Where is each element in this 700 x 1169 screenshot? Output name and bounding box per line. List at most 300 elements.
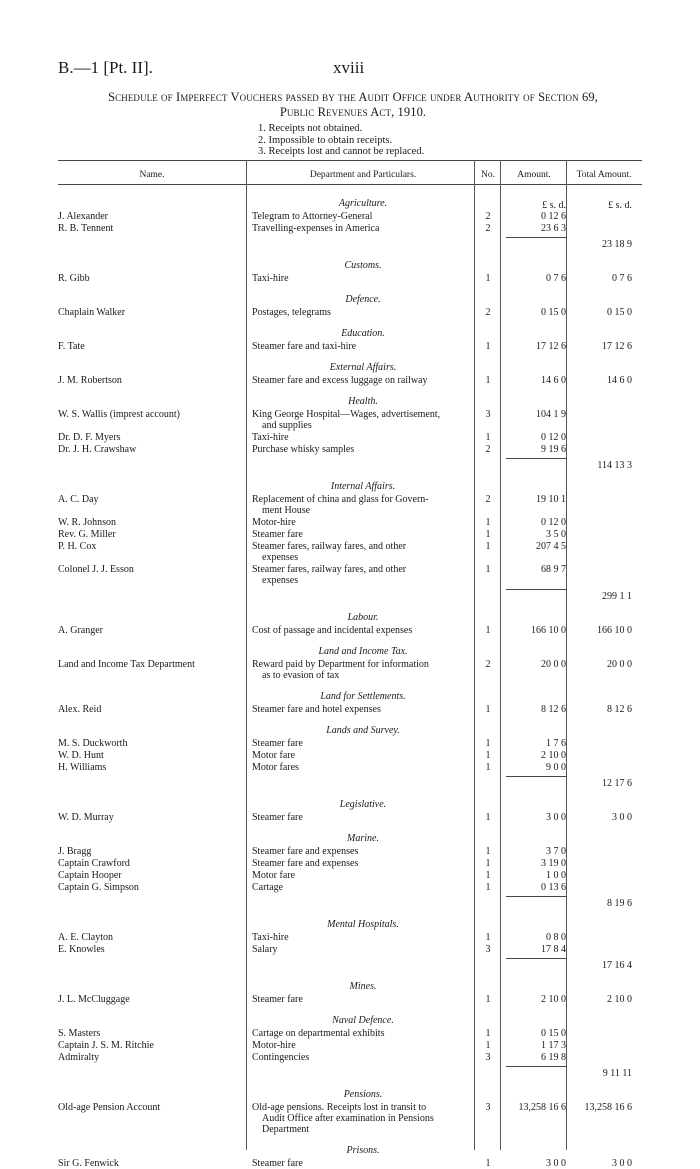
particulars-line [252, 750, 474, 761]
row-name-text: Dr. J. H. Crawshaw [58, 444, 137, 455]
row-name-text: Captain J. S. M. Ritchie [58, 1040, 154, 1051]
particulars-text: Reward paid by Department for information [252, 659, 429, 670]
section-title: Pensions. [343, 1089, 383, 1100]
row-name [58, 529, 246, 540]
particulars-text: Steamer fare and expenses [252, 858, 359, 869]
particulars-text: Steamer fares, railway fares, and other [252, 541, 407, 552]
row-particulars [252, 944, 474, 955]
particulars-text: Steamer fare [252, 1158, 303, 1169]
row-name [58, 541, 246, 552]
row-amount: 0 15 0 [541, 1028, 566, 1039]
section-title: Defence. [345, 294, 381, 305]
row-total: 0 15 0 [607, 307, 632, 318]
row-name-text: Rev. G. Miller [58, 529, 116, 540]
row-amount: 14 6 0 [541, 375, 566, 386]
row-voucher-number: 2 [485, 659, 491, 670]
section-title: Land and Income Tax. [318, 646, 408, 657]
row-particulars [252, 762, 474, 773]
row-name-text: M. S. Duckworth [58, 738, 128, 749]
row-voucher-number: 1 [485, 375, 491, 386]
schedule-title-line-1: Schedule of Imperfect Vouchers passed by the Audit Office under Authority of Section 69, [108, 90, 598, 104]
particulars-line [252, 341, 474, 352]
column-header-total: Total Amount. [576, 170, 632, 180]
row-name-text: Captain Crawford [58, 858, 130, 869]
row-name [58, 375, 246, 386]
key-item: 1. Receipts not obtained. [258, 123, 363, 134]
particulars-text: Telegram to Attorney-General [252, 211, 373, 222]
row-amount: 0 13 6 [541, 882, 566, 893]
row-name [58, 307, 246, 318]
particulars-text: Travelling-expenses in America [252, 223, 380, 234]
section-title: Customs. [344, 260, 382, 271]
particulars-text: ment House [262, 505, 311, 516]
row-particulars [252, 541, 474, 563]
particulars-line [252, 738, 474, 749]
particulars-line [252, 1040, 474, 1051]
row-name-text: R. Gibb [58, 273, 90, 284]
particulars-line [252, 670, 474, 681]
row-voucher-number: 2 [485, 223, 491, 234]
row-amount: 0 12 0 [541, 432, 566, 443]
row-name-text: Alex. Reid [58, 704, 102, 715]
row-total: 17 12 6 [602, 341, 632, 352]
particulars-text: Motor fares [252, 762, 299, 773]
row-amount: 17 12 6 [536, 341, 566, 352]
subtotal-rule [506, 1066, 566, 1067]
row-amount: 0 12 6 [541, 211, 566, 222]
row-voucher-number: 1 [485, 994, 491, 1005]
row-amount: 8 12 6 [541, 704, 566, 715]
header-bottom-rule [58, 184, 642, 185]
page-number: xviii [333, 58, 365, 77]
row-name [58, 870, 246, 881]
row-voucher-number: 1 [485, 870, 491, 881]
row-particulars [252, 812, 474, 823]
row-particulars [252, 846, 474, 857]
row-name [58, 409, 246, 420]
row-name [58, 1040, 246, 1051]
row-name [58, 444, 246, 455]
row-total: 3 0 0 [612, 812, 632, 823]
department-column-divider [474, 160, 475, 1150]
row-amount: 68 9 7 [541, 564, 566, 575]
row-particulars [252, 870, 474, 881]
row-particulars [252, 432, 474, 443]
section-total: 17 16 4 [602, 960, 632, 971]
row-amount: 3 0 0 [546, 1158, 566, 1169]
particulars-text: Replacement of china and glass for Govern- [252, 494, 429, 505]
row-name-text: W. S. Wallis (imprest account) [58, 409, 180, 420]
row-name-text: A. Granger [58, 625, 103, 636]
row-amount: 1 0 0 [546, 870, 566, 881]
row-particulars [252, 659, 474, 681]
row-particulars [252, 1040, 474, 1051]
row-name-text: Sir G. Fenwick [58, 1158, 119, 1169]
row-particulars [252, 1102, 474, 1135]
row-name [58, 659, 246, 670]
particulars-text: and supplies [262, 420, 312, 431]
particulars-line [252, 625, 474, 636]
row-name-text: Chaplain Walker [58, 307, 126, 318]
section-total: 114 13 3 [597, 460, 632, 471]
section-title: External Affairs. [329, 362, 397, 373]
row-particulars [252, 375, 474, 386]
row-voucher-number: 1 [485, 273, 491, 284]
particulars-line [252, 882, 474, 893]
key-item: 2. Impossible to obtain receipts. [258, 134, 393, 146]
particulars-line [252, 552, 474, 563]
row-name-text: H. Williams [58, 762, 107, 773]
particulars-line [252, 944, 474, 955]
particulars-line [252, 432, 474, 443]
row-name-text: J. Bragg [58, 846, 92, 857]
row-voucher-number: 1 [485, 1040, 491, 1051]
row-voucher-number: 1 [485, 932, 491, 943]
row-particulars [252, 564, 474, 586]
row-voucher-number: 1 [485, 625, 491, 636]
row-name-text: W. D. Hunt [58, 750, 104, 761]
section-title: Legislative. [339, 799, 387, 810]
row-amount: 19 10 1 [536, 494, 566, 505]
row-particulars [252, 994, 474, 1005]
row-particulars [252, 858, 474, 869]
column-header-department: Department and Particulars. [309, 170, 417, 180]
row-voucher-number: 1 [485, 564, 491, 575]
row-amount: 0 12 0 [541, 517, 566, 528]
row-amount: 3 0 0 [546, 812, 566, 823]
row-total: 13,258 16 6 [584, 1102, 632, 1113]
section-total: 299 1 1 [602, 591, 632, 602]
section-total: 8 19 6 [607, 898, 632, 909]
particulars-text: Cartage on departmental exhibits [252, 1028, 385, 1039]
row-amount: 23 6 3 [541, 223, 566, 234]
section-title: Agriculture. [338, 198, 388, 209]
row-name [58, 517, 246, 528]
particulars-line [252, 858, 474, 869]
row-name-text: Dr. D. F. Myers [58, 432, 121, 443]
particulars-text: Steamer fare [252, 738, 303, 749]
particulars-line [252, 494, 474, 505]
row-amount: 0 7 6 [546, 273, 566, 284]
row-amount: 6 19 8 [541, 1052, 566, 1063]
row-total: 0 7 6 [612, 273, 632, 284]
row-voucher-number: 1 [485, 1028, 491, 1039]
particulars-line [252, 1102, 474, 1113]
particulars-line [252, 812, 474, 823]
row-amount: 104 1 9 [536, 409, 566, 420]
row-particulars [252, 273, 474, 284]
particulars-line [252, 529, 474, 540]
particulars-line [252, 409, 474, 420]
particulars-text: King George Hospital—Wages, advertisement, [252, 409, 441, 420]
particulars-text: Salary [252, 944, 278, 955]
row-name [58, 211, 246, 222]
row-particulars [252, 529, 474, 540]
row-name [58, 994, 246, 1005]
particulars-text: expenses [262, 552, 299, 563]
subtotal-rule [506, 958, 566, 959]
particulars-text: Contingencies [252, 1052, 310, 1063]
row-amount: 3 19 0 [541, 858, 566, 869]
row-particulars [252, 409, 474, 431]
row-particulars [252, 494, 474, 516]
particulars-line [252, 375, 474, 386]
row-voucher-number: 1 [485, 882, 491, 893]
particulars-line [252, 1052, 474, 1063]
row-amount: 20 0 0 [541, 659, 566, 670]
section-title: Land for Settlements. [320, 691, 406, 702]
row-amount: 9 19 6 [541, 444, 566, 455]
row-voucher-number: 1 [485, 858, 491, 869]
particulars-text: Taxi-hire [252, 432, 289, 443]
particulars-line [252, 444, 474, 455]
particulars-text: Steamer fare [252, 812, 303, 823]
row-particulars [252, 307, 474, 318]
row-name-text: W. R. Johnson [58, 517, 116, 528]
particulars-text: Audit Office after examination in Pensions [262, 1113, 434, 1124]
row-name-text: J. M. Robertson [58, 375, 122, 386]
column-header-name: Name. [139, 170, 165, 180]
particulars-line [252, 846, 474, 857]
row-amount: 17 8 4 [541, 944, 566, 955]
row-amount: 1 7 6 [546, 738, 566, 749]
subtotal-rule [506, 896, 566, 897]
section-total: 23 18 9 [602, 239, 632, 250]
particulars-line [252, 564, 474, 575]
row-name [58, 273, 246, 284]
row-particulars [252, 932, 474, 943]
row-name [58, 564, 246, 575]
particulars-text: Motor-hire [252, 1040, 296, 1051]
particulars-line [252, 1028, 474, 1039]
row-name [58, 932, 246, 943]
row-name-text: Colonel J. J. Esson [58, 564, 134, 575]
row-name [58, 812, 246, 823]
row-name [58, 625, 246, 636]
row-voucher-number: 1 [485, 812, 491, 823]
particulars-line [252, 541, 474, 552]
section-title: Marine. [347, 833, 379, 844]
particulars-line [252, 223, 474, 234]
row-voucher-number: 2 [485, 444, 491, 455]
key-item: 3. Receipts lost and cannot be replaced. [258, 146, 425, 157]
row-voucher-number: 1 [485, 541, 491, 552]
particulars-line [252, 575, 474, 586]
section-title: Health. [348, 396, 378, 407]
row-particulars [252, 704, 474, 715]
row-amount: 3 5 0 [546, 529, 566, 540]
section-title: Labour. [347, 612, 379, 623]
row-voucher-number: 1 [485, 432, 491, 443]
section-title: Lands and Survey. [326, 725, 400, 736]
particulars-text: Steamer fare [252, 529, 303, 540]
row-name [58, 494, 246, 505]
particulars-text: Motor-hire [252, 517, 296, 528]
particulars-text: Motor fare [252, 870, 296, 881]
row-particulars [252, 211, 474, 222]
row-total: 20 0 0 [607, 659, 632, 670]
row-amount: 2 10 0 [541, 750, 566, 761]
name-column-divider [246, 160, 247, 1150]
row-particulars [252, 444, 474, 455]
particulars-line [252, 517, 474, 528]
row-particulars [252, 738, 474, 749]
particulars-line [252, 273, 474, 284]
column-header-number: No. [481, 170, 495, 180]
row-name [58, 1052, 246, 1063]
row-voucher-number: 1 [485, 704, 491, 715]
row-name-text: S. Masters [58, 1028, 101, 1039]
particulars-text: Steamer fare and excess luggage on railway [252, 375, 428, 386]
particulars-text: Motor fare [252, 750, 296, 761]
particulars-line [252, 994, 474, 1005]
row-voucher-number: 2 [485, 494, 491, 505]
key-list [258, 123, 424, 158]
row-voucher-number: 1 [485, 1158, 491, 1169]
row-particulars [252, 1158, 474, 1169]
particulars-line [252, 659, 474, 670]
row-name-text: E. Knowles [58, 944, 105, 955]
column-header-amount: Amount. [517, 170, 551, 180]
row-name [58, 762, 246, 773]
row-name [58, 1158, 246, 1169]
row-particulars [252, 1052, 474, 1063]
row-name [58, 341, 246, 352]
row-name [58, 223, 246, 234]
particulars-line [252, 420, 474, 431]
row-name-text: R. B. Tennent [58, 223, 114, 234]
row-amount: 3 7 0 [546, 846, 566, 857]
row-name [58, 738, 246, 749]
row-name-text: Captain G. Simpson [58, 882, 139, 893]
row-name [58, 882, 246, 893]
particulars-line [252, 1113, 474, 1124]
section-title: Naval Defence. [332, 1015, 394, 1026]
particulars-text: Purchase whisky samples [252, 444, 355, 455]
row-voucher-number: 3 [485, 944, 491, 955]
row-name [58, 1028, 246, 1039]
particulars-line [252, 1124, 474, 1135]
particulars-text: Taxi-hire [252, 273, 289, 284]
row-voucher-number: 1 [485, 517, 491, 528]
row-name [58, 750, 246, 761]
particulars-line [252, 307, 474, 318]
row-total: 166 10 0 [597, 625, 632, 636]
particulars-text: Taxi-hire [252, 932, 289, 943]
particulars-line [252, 870, 474, 881]
row-voucher-number: 1 [485, 750, 491, 761]
row-name [58, 846, 246, 857]
particulars-text: as to evasion of tax [262, 670, 340, 681]
row-name-text: J. L. McCluggage [58, 994, 130, 1005]
row-amount: 2 10 0 [541, 994, 566, 1005]
row-voucher-number: 3 [485, 1052, 491, 1063]
section-title: Mines. [349, 981, 377, 992]
particulars-line [252, 762, 474, 773]
particulars-text: Steamer fares, railway fares, and other [252, 564, 407, 575]
row-voucher-number: 3 [485, 1102, 491, 1113]
particulars-line [252, 932, 474, 943]
row-particulars [252, 625, 474, 636]
row-amount: 9 0 0 [546, 762, 566, 773]
row-name [58, 432, 246, 443]
particulars-line [252, 1158, 474, 1169]
row-total: 3 0 0 [612, 1158, 632, 1169]
parliamentary-paper-reference: B.—1 [Pt. II]. [58, 58, 153, 77]
row-particulars [252, 517, 474, 528]
section-total: 12 17 6 [602, 778, 632, 789]
row-voucher-number: 2 [485, 307, 491, 318]
number-column-divider [500, 160, 501, 1150]
row-voucher-number: 1 [485, 738, 491, 749]
row-voucher-number: 1 [485, 341, 491, 352]
particulars-text: Cost of passage and incidental expenses [252, 625, 413, 636]
row-particulars [252, 750, 474, 761]
row-name-text: Old-age Pension Account [58, 1102, 161, 1113]
row-name-text: A. E. Clayton [58, 932, 113, 943]
section-title: Internal Affairs. [330, 481, 396, 492]
row-voucher-number: 1 [485, 846, 491, 857]
amount-column-divider [566, 160, 567, 1150]
row-name [58, 858, 246, 869]
row-amount: 0 8 0 [546, 932, 566, 943]
row-amount: 13,258 16 6 [518, 1102, 566, 1113]
row-amount: 1 17 3 [541, 1040, 566, 1051]
particulars-text: Old-age pensions. Receipts lost in transit to [252, 1102, 427, 1113]
particulars-text: Department [262, 1124, 310, 1135]
particulars-text: Postages, telegrams [252, 307, 331, 318]
particulars-text: Steamer fare and taxi-hire [252, 341, 357, 352]
particulars-text: Cartage [252, 882, 284, 893]
row-particulars [252, 1028, 474, 1039]
row-particulars [252, 223, 474, 234]
particulars-text: Steamer fare [252, 994, 303, 1005]
row-name-text: F. Tate [58, 341, 85, 352]
particulars-text: expenses [262, 575, 299, 586]
section-title: Mental Hospitals. [327, 919, 399, 930]
subtotal-rule [506, 589, 566, 590]
particulars-line [252, 505, 474, 516]
row-voucher-number: 1 [485, 529, 491, 540]
row-name-text: Land and Income Tax Department [58, 659, 195, 670]
row-name-text: Captain Hooper [58, 870, 122, 881]
total-currency-header: £ s. d. [608, 200, 632, 211]
row-total: 14 6 0 [607, 375, 632, 386]
row-voucher-number: 2 [485, 211, 491, 222]
row-name [58, 1102, 246, 1113]
row-voucher-number: 1 [485, 762, 491, 773]
row-total: 2 10 0 [607, 994, 632, 1005]
subtotal-rule [506, 458, 566, 459]
particulars-line [252, 211, 474, 222]
schedule-title-line-2: Public Revenues Act, 1910. [279, 105, 427, 119]
particulars-text: Steamer fare and expenses [252, 846, 359, 857]
row-particulars [252, 882, 474, 893]
row-amount: 166 10 0 [531, 625, 566, 636]
row-name [58, 944, 246, 955]
section-total: 9 11 11 [602, 1068, 632, 1079]
section-title: Prisons. [346, 1145, 380, 1156]
row-amount: 0 15 0 [541, 307, 566, 318]
row-particulars [252, 341, 474, 352]
row-amount: 207 4 5 [536, 541, 566, 552]
row-name [58, 704, 246, 715]
row-voucher-number: 3 [485, 409, 491, 420]
subtotal-rule [506, 237, 566, 238]
row-name-text: P. H. Cox [58, 541, 97, 552]
particulars-text: Steamer fare and hotel expenses [252, 704, 381, 715]
row-name-text: A. C. Day [58, 494, 99, 505]
